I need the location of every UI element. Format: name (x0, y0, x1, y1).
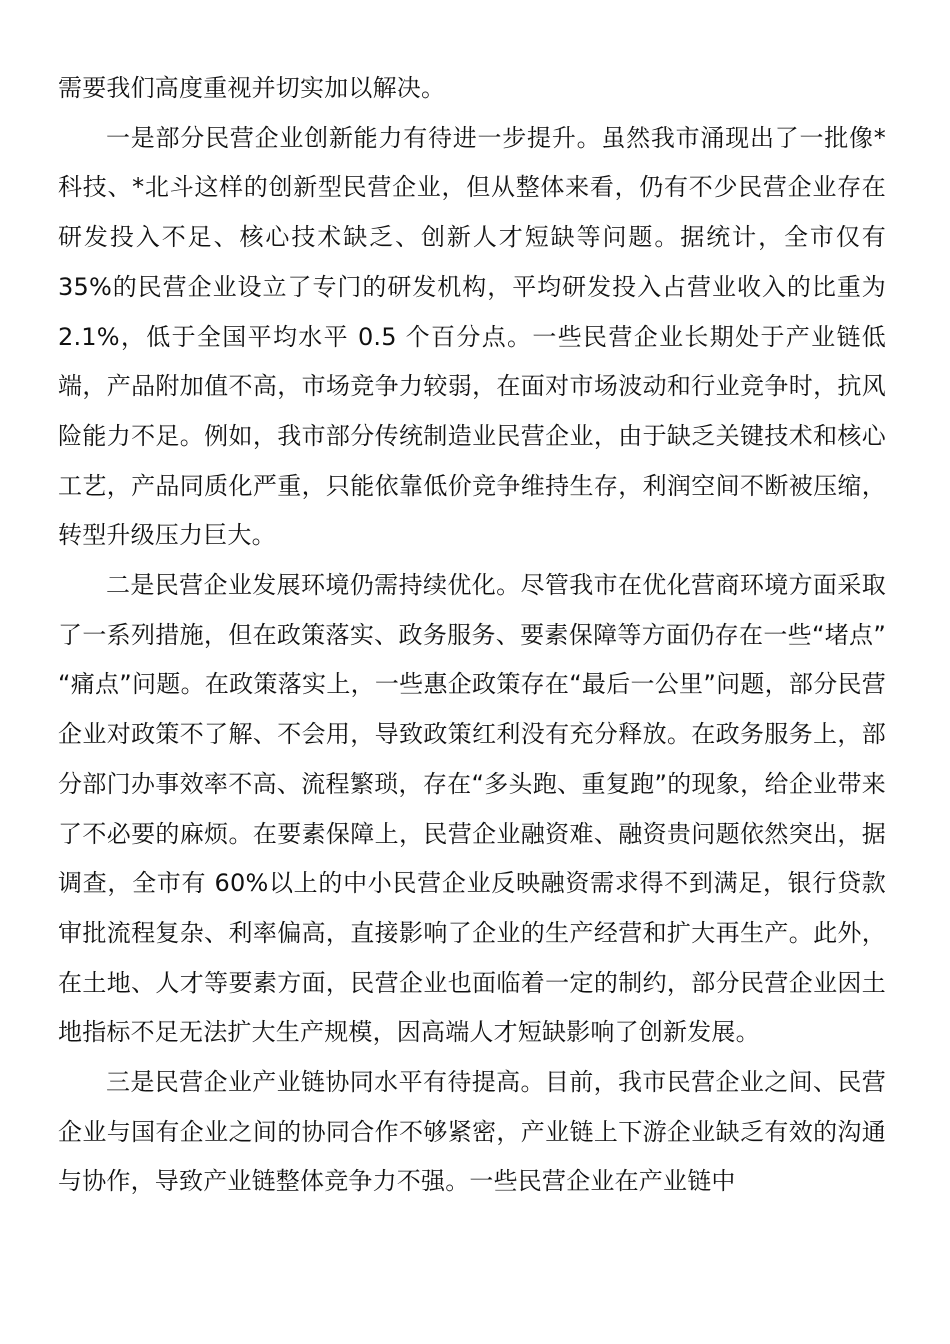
paragraph-industry-chain: 三是民营企业产业链协同水平有待提高。目前，我市民营企业之间、民营企业与国有企业之间的协同合作不够紧密，产业链上下游企业缺乏有效的沟通与协作，导致产业链整体竞争力不强。一些民营企业在产业链中 (58, 1068, 886, 1196)
paragraph-innovation: 一是部分民营企业创新能力有待进一步提升。虽然我市涌现出了一批像*科技、*北斗这样的创新型民营企业，但从整体来看，仍有不少民营企业存在研发投入不足、核心技术缺乏、创新人才短缺等问题。据统计，全市仅有 35%的民营企业设立了专门的研发机构，平均研发投入占营业收入的比重为 2.1%，低于全国平均水平 0.5 个百分点。一些民营企业长期处于产业链低端，产品附加值不高，市场竞争力较弱，在面对市场波动和行业竞争时，抗风险能力不足。例如，我市部分传统制造业民营企业，由于缺乏关键技术和核心工艺，产品同质化严重，只能依靠低价竞争维持生存，利润空间不断被压缩，转型升级压力巨大。 (58, 123, 886, 550)
paragraph-intro-ending: 需要我们高度重视并切实加以解决。 (58, 74, 446, 102)
document-body (58, 64, 886, 1207)
paragraph-environment: 二是民营企业发展环境仍需持续优化。尽管我市在优化营商环境方面采取了一系列措施，但在政策落实、政务服务、要素保障等方面仍存在一些“堵点” “痛点”问题。在政策落实上，一些惠企政策存在“最后一公里”问题，部分民营企业对政策不了解、不会用，导致政策红利没有充分释放。在政务服务上，部分部门办事效率不高、流程繁琐，存在“多头跑、重复跑”的现象，给企业带来了不必要的麻烦。在要素保障上，民营企业融资难、融资贵问题依然突出，据调查，全市有 60%以上的中小民营企业反映融资需求得不到满足，银行贷款审批流程复杂、利率偏高，直接影响了企业的生产经营和扩大再生产。此外，在土地、人才等要素方面，民营企业也面临着一定的制约，部分民营企业因土地指标不足无法扩大生产规模，因高端人才短缺影响了创新发展。 (58, 571, 886, 1047)
